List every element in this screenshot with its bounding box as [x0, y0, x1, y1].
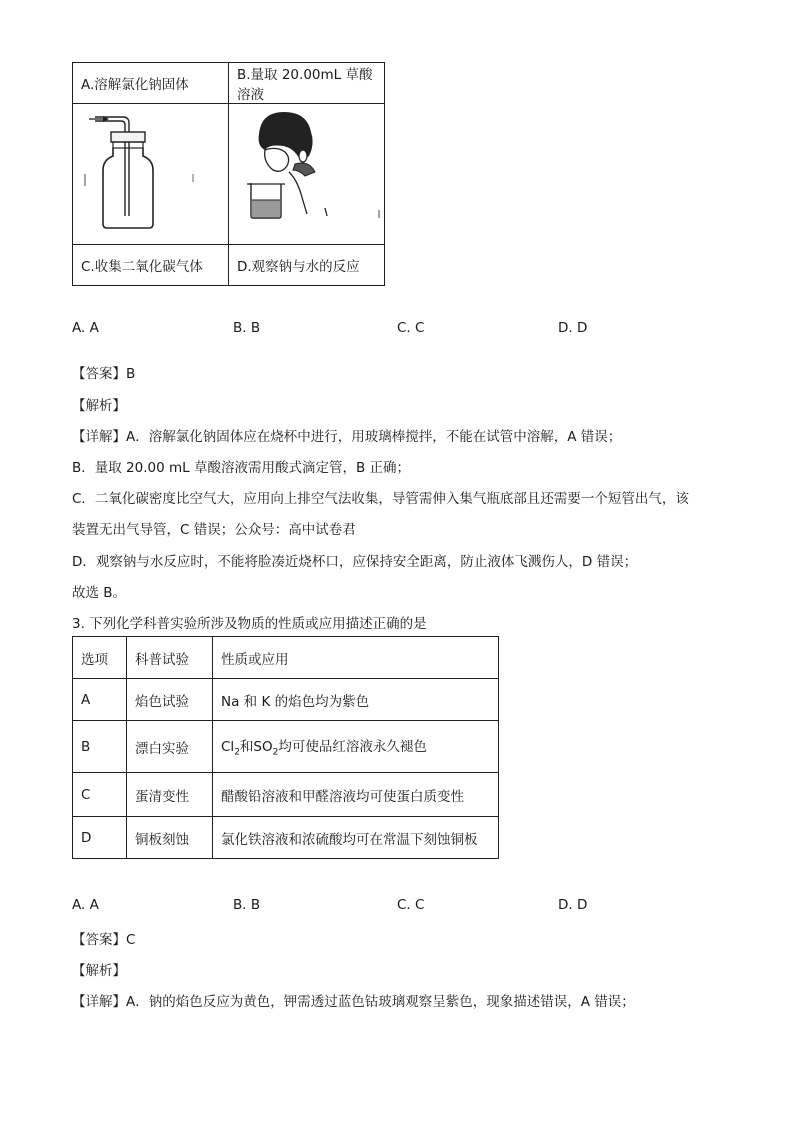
header-experiment: 科普试验: [127, 637, 213, 679]
header-property: 性质或应用: [213, 637, 499, 679]
q2-option-c: C. C: [397, 320, 425, 336]
option-c-label: C.收集二氧化碳气体: [73, 245, 229, 286]
row-b-experiment: 漂白实验: [127, 721, 213, 773]
q2-explain-line: D．观察钠与水反应时，不能将脸凑近烧杯口，应保持安全距离，防止液体飞溅伤人，D 错误；: [72, 554, 638, 570]
q2-analysis-title: 【解析】: [72, 398, 126, 414]
q2-explain-line: 【详解】A．溶解氯化钠固体应在烧杯中进行，用玻璃棒搅拌，不能在试管中溶解，A 错误；: [72, 429, 622, 445]
row-d-experiment: 铜板刻蚀: [127, 817, 213, 859]
row-a-option: A: [73, 679, 127, 721]
gas-bottle-illustration: [73, 104, 228, 240]
person-beaker-illustration: [229, 104, 384, 240]
row-c-option: C: [73, 773, 127, 817]
q3-answer: 【答案】C: [72, 932, 136, 948]
header-option: 选项: [73, 637, 127, 679]
observe-reaction-figure: [229, 104, 385, 245]
q2-explain-line: 故选 B。: [72, 585, 127, 601]
q2-option-a: A. A: [72, 320, 99, 336]
q3-option-d: D. D: [558, 897, 588, 913]
q2-answer: 【答案】B: [72, 366, 136, 382]
row-c-experiment: 蛋清变性: [127, 773, 213, 817]
row-b-option: B: [73, 721, 127, 773]
row-a-experiment: 焰色试验: [127, 679, 213, 721]
q2-explain-line: C．二氧化碳密度比空气大，应用向上排空气法收集，导管需伸入集气瓶底部且还需要一个短管出气，该: [72, 491, 689, 507]
q3-option-b: B. B: [233, 897, 261, 913]
option-a-label: A.溶解氯化钠固体: [73, 63, 229, 104]
row-c-property: 醋酸铅溶液和甲醛溶液均可使蛋白质变性: [213, 773, 499, 817]
row-d-property: 氯化铁溶液和浓硫酸均可在常温下刻蚀铜板: [213, 817, 499, 859]
row-d-option: D: [73, 817, 127, 859]
option-d-label: D.观察钠与水的反应: [229, 245, 385, 286]
cl-formula: Cl: [221, 739, 235, 756]
q3-option-a: A. A: [72, 897, 99, 913]
q2-explain-line: 装置无出气导管，C 错误；公众号：高中试卷君: [72, 522, 356, 538]
gas-collection-bottle-figure: [73, 104, 229, 245]
row-a-property: Na 和 K 的焰色均为紫色: [213, 679, 499, 721]
q3-explain-line: 【详解】A．钠的焰色反应为黄色，钾需透过蓝色钴玻璃观察呈紫色，现象描述错误，A 错误；: [72, 994, 635, 1010]
q3-analysis-title: 【解析】: [72, 963, 126, 979]
q3-title: 3. 下列化学科普实验所涉及物质的性质或应用描述正确的是: [72, 616, 427, 632]
q2-option-d: D. D: [558, 320, 588, 336]
so-formula: SO: [253, 739, 273, 756]
row-b-property: $Cl_2$和$SO_2$均可使品红溶液永久褪色: [213, 721, 499, 773]
q2-explain-line: B．量取 20.00 mL 草酸溶液需用酸式滴定管，B 正确；: [72, 460, 411, 476]
q2-option-b: B. B: [233, 320, 261, 336]
q3-option-c: C. C: [397, 897, 425, 913]
property-table: [72, 636, 499, 859]
experiment-table: [72, 62, 385, 286]
option-b-label: B.量取 20.00mL 草酸溶液: [229, 63, 385, 104]
